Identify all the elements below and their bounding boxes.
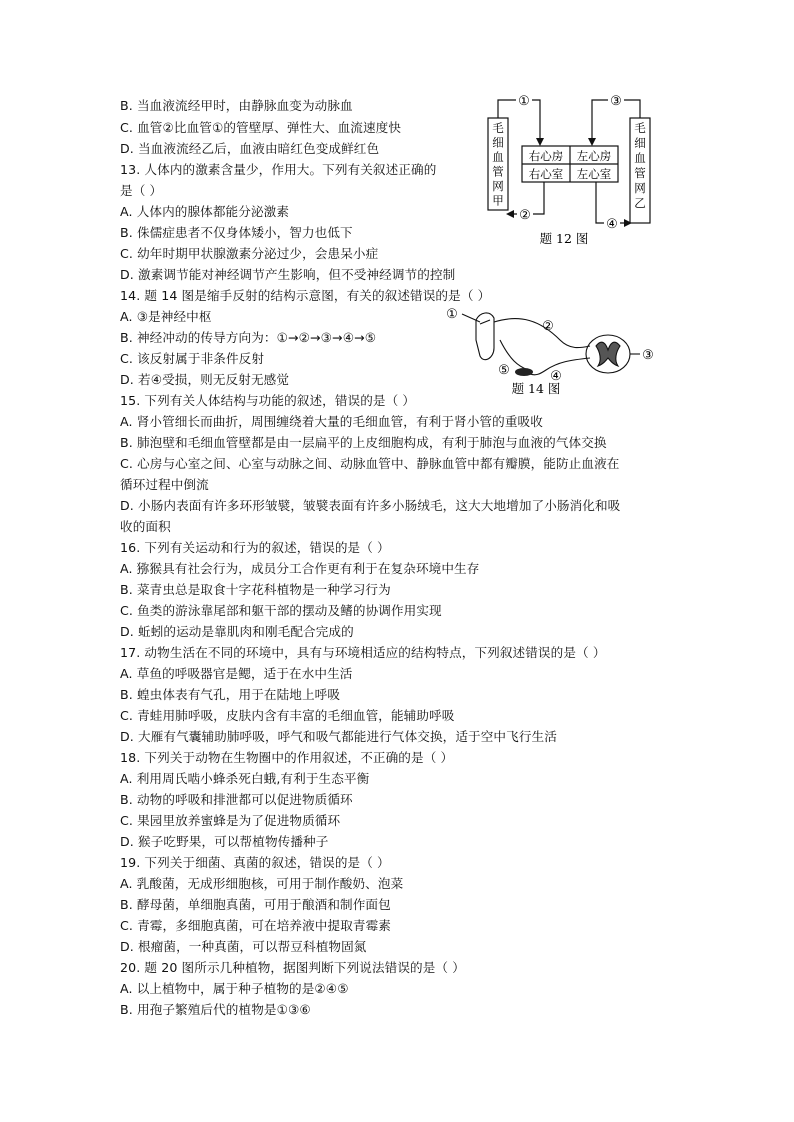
q17-stem: 17. 动物生活在不同的环境中，具有与环境相适应的结构特点，下列叙述错误的是（ ） xyxy=(120,645,606,660)
reflex-arc-diagram xyxy=(440,300,665,400)
q19-option-a: A. 乳酸菌，无成形细胞核，可用于制作酸奶、泡菜 xyxy=(120,876,404,891)
q14-option-b: B. 神经冲动的传导方向为：①→②→③→④→⑤ xyxy=(120,330,377,345)
q17-option-a: A. 草鱼的呼吸器官是鳃，适于在水中生活 xyxy=(120,666,353,681)
q16-option-d: D. 蚯蚓的运动是靠肌肉和刚毛配合完成的 xyxy=(120,624,354,639)
reflex-mark-2: ② xyxy=(542,319,554,334)
q13-stem: 13. 人体内的激素含量少，作用大。下列有关叙述正确的 xyxy=(120,162,437,177)
q17-option-b: B. 蝗虫体表有气孔，用于在陆地上呼吸 xyxy=(120,687,341,702)
q15-option-d-cont: 收的面积 xyxy=(120,519,171,534)
q19-option-b: B. 酵母菌，单细胞真菌，可用于酿酒和制作面包 xyxy=(120,897,391,912)
q15-option-d: D. 小肠内表面有许多环形皱襞，皱襞表面有许多小肠绒毛，这大大地增加了小肠消化和吸 xyxy=(120,498,621,513)
q18-stem: 18. 下列关于动物在生物圈中的作用叙述，不正确的是（ ） xyxy=(120,750,454,765)
q20-stem: 20. 题 20 图所示几种植物，据图判断下列说法错误的是（ ） xyxy=(120,960,465,975)
q17-option-d: D. 大雁有气囊辅助肺呼吸，呼气和吸气都能进行气体交换，适于空中飞行生活 xyxy=(120,729,557,744)
muscle-effector xyxy=(515,368,533,376)
q14-stem: 14. 题 14 图是缩手反射的结构示意图，有关的叙述错误的是（ ） xyxy=(120,288,491,303)
q14-option-a: A. ③是神经中枢 xyxy=(120,309,212,324)
capillary-network-jia-label: 毛细血管网甲 xyxy=(492,121,504,208)
q20-option-b: B. 用孢子繁殖后代的植物是①③⑥ xyxy=(120,1002,311,1017)
q12-option-c: C. 血管②比血管①的管壁厚、弹性大、血流速度快 xyxy=(120,120,402,135)
right-atrium-label: 右心房 xyxy=(528,149,564,163)
circulation-diagram xyxy=(480,90,665,250)
q14-option-c: C. 该反射属于非条件反射 xyxy=(120,351,265,366)
figure-14-caption: 题 14 图 xyxy=(511,381,561,396)
q13-option-a: A. 人体内的腺体都能分泌激素 xyxy=(120,204,290,219)
capillary-network-yi-label: 毛细血管网乙 xyxy=(634,121,646,210)
q20-option-a: A. 以上植物中，属于种子植物的是②④⑤ xyxy=(120,981,349,996)
q16-option-a: A. 猕猴具有社会行为，成员分工合作更有利于在复杂环境中生存 xyxy=(120,561,480,576)
vessel-mark-2: ② xyxy=(519,208,531,223)
q18-option-a: A. 利用周氏啮小蜂杀死白蛾,有利于生态平衡 xyxy=(120,771,370,786)
q18-option-d: D. 猴子吃野果，可以帮植物传播种子 xyxy=(120,834,329,849)
vessel-mark-3: ③ xyxy=(610,94,622,109)
q13-option-c: C. 幼年时期甲状腺激素分泌过少，会患呆小症 xyxy=(120,246,379,261)
q16-option-b: B. 菜青虫总是取食十字花科植物是一种学习行为 xyxy=(120,582,391,597)
reflex-mark-5: ⑤ xyxy=(498,363,510,378)
q18-option-b: B. 动物的呼吸和排泄都可以促进物质循环 xyxy=(120,792,353,807)
q15-option-b: B. 肺泡壁和毛细血管壁都是由一层扁平的上皮细胞构成，有利于肺泡与血液的气体交换 xyxy=(120,435,607,450)
q13-option-b: B. 侏儒症患者不仅身体矮小，智力也低下 xyxy=(120,225,353,240)
q17-option-c: C. 青蛙用肺呼吸，皮肤内含有丰富的毛细血管，能辅助呼吸 xyxy=(120,708,455,723)
q15-option-c: C. 心房与心室之间、心室与动脉之间、动脉血管中、静脉血管中都有瓣膜，能防止血液在 xyxy=(120,456,620,471)
left-ventricle-label: 左心室 xyxy=(576,167,612,181)
q18-option-c: C. 果园里放养蜜蜂是为了促进物质循环 xyxy=(120,813,341,828)
q16-option-c: C. 鱼类的游泳靠尾部和躯干部的摆动及鳍的协调作用实现 xyxy=(120,603,442,618)
gray-matter xyxy=(596,342,620,366)
q19-option-d: D. 根瘤菌，一种真菌，可以帮豆科植物固氮 xyxy=(120,939,367,954)
q19-option-c: C. 青霉，多细胞真菌，可在培养液中提取青霉素 xyxy=(120,918,391,933)
figure-12-caption: 题 12 图 xyxy=(539,231,589,246)
vessel-mark-4: ④ xyxy=(606,217,618,232)
q12-option-d: D. 当血液流经乙后，血液由暗红色变成鲜红色 xyxy=(120,141,380,156)
left-atrium-label: 左心房 xyxy=(576,149,612,163)
q15-option-a: A. 肾小管细长而曲折，周围缠绕着大量的毛细血管，有利于肾小管的重吸收 xyxy=(120,414,543,429)
reflex-mark-3: ③ xyxy=(642,348,654,363)
reflex-mark-1: ① xyxy=(446,307,458,322)
q13-option-d: D. 激素调节能对神经调节产生影响，但不受神经调节的控制 xyxy=(120,267,456,282)
vessel-mark-1: ① xyxy=(518,94,530,109)
q13-stem-end: 是（ ） xyxy=(120,183,163,198)
reflex-mark-4: ④ xyxy=(550,369,562,384)
q19-stem: 19. 下列关于细菌、真菌的叙述，错误的是（ ） xyxy=(120,855,390,870)
q14-option-d: D. 若④受损，则无反射无感觉 xyxy=(120,372,290,387)
q12-option-b: B. 当血液流经甲时，由静脉血变为动脉血 xyxy=(120,98,353,113)
right-ventricle-label: 右心室 xyxy=(528,167,564,181)
hand-shape xyxy=(476,313,494,360)
q15-option-c-cont: 循环过程中倒流 xyxy=(120,477,209,492)
q15-stem: 15. 下列有关人体结构与功能的叙述，错误的是（ ） xyxy=(120,393,416,408)
q16-stem: 16. 下列有关运动和行为的叙述，错误的是（ ） xyxy=(120,540,390,555)
